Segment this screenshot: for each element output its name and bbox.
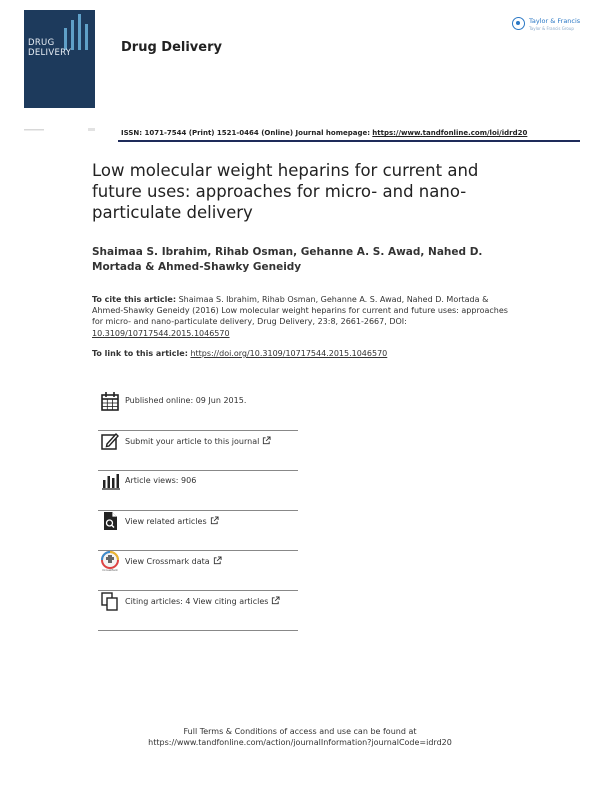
published-date: Published online: 09 Jun 2015. xyxy=(125,396,247,405)
external-link-icon xyxy=(262,436,271,445)
citation-label: To cite this article: xyxy=(92,295,177,304)
article-doi-url[interactable]: https://doi.org/10.3109/10717544.2015.1046570 xyxy=(190,349,388,358)
citation-block xyxy=(92,294,512,339)
issn-homepage-row xyxy=(121,129,527,137)
cover-title: DRUG DELIVERY xyxy=(28,38,72,58)
svg-text:CrossMark: CrossMark xyxy=(102,568,118,572)
external-link-icon xyxy=(213,556,222,565)
publisher-subtitle: Taylor & Francis Group xyxy=(529,26,574,31)
article-title: Low molecular weight heparins for current and future uses: approaches for micro- and nano-particulate delivery xyxy=(92,161,479,222)
publisher-name: Taylor & Francis xyxy=(529,17,581,25)
crossmark-link[interactable]: View Crossmark data xyxy=(125,557,210,566)
related-articles-link[interactable]: View related articles xyxy=(125,517,207,526)
article-link-row xyxy=(92,349,387,358)
footer-terms-text: Full Terms & Conditions of access and use can be found at xyxy=(183,727,417,736)
crossmark-icon xyxy=(100,550,120,572)
citing-articles-icon xyxy=(100,590,120,612)
published-row xyxy=(98,390,298,431)
publisher-logo[interactable] xyxy=(512,16,582,36)
doi-link[interactable]: 10.3109/10717544.2015.1046570 xyxy=(92,328,230,338)
submit-article-link[interactable]: Submit your article to this journal xyxy=(125,437,260,446)
citation-text: Shaimaa S. Ibrahim, Rihab Osman, Gehanne A. S. Awad, Nahed D. Mortada & Ahmed-Shawky Geneidy (2016) Low molecular weight heparins for current and future uses: approaches for micro- and nano-particulate delivery, Drug Delivery, 23:8, 2661-2667, DOI: xyxy=(92,295,508,327)
document-icon xyxy=(100,510,120,532)
footer-terms-link[interactable]: https://www.tandfonline.com/action/journalInformation?journalCode=idrd20 xyxy=(148,738,452,747)
bar-chart-icon xyxy=(100,470,120,492)
edit-icon xyxy=(100,430,120,452)
journal-title[interactable]: Drug Delivery xyxy=(121,40,222,55)
header-divider xyxy=(118,140,580,142)
publisher-logo-icon xyxy=(512,17,525,30)
external-link-icon xyxy=(271,596,280,605)
calendar-icon xyxy=(100,390,120,412)
article-views-row xyxy=(98,470,298,511)
article-link-label: To link to this article: xyxy=(92,349,188,358)
article-views-count: Article views: 906 xyxy=(125,476,197,485)
journal-homepage-link[interactable]: https://www.tandfonline.com/loi/idrd20 xyxy=(372,129,528,137)
issn-label: ISSN: 1071-7544 (Print) 1521-0464 (Online) Journal homepage: xyxy=(121,129,371,137)
crossmark-row[interactable] xyxy=(98,550,298,591)
external-link-icon xyxy=(210,516,219,525)
article-authors: Shaimaa S. Ibrahim, Rihab Osman, Gehanne A. S. Awad, Nahed D. Mortada & Ahmed-Shawky Geneidy xyxy=(92,246,483,273)
journal-cover-image xyxy=(24,10,95,108)
cover-strip-decoration xyxy=(24,128,95,132)
related-articles-row[interactable] xyxy=(98,510,298,551)
citing-articles-link[interactable]: Citing articles: 4 View citing articles xyxy=(125,597,269,606)
submit-article-row[interactable] xyxy=(98,430,298,471)
citing-articles-row[interactable] xyxy=(98,590,298,631)
